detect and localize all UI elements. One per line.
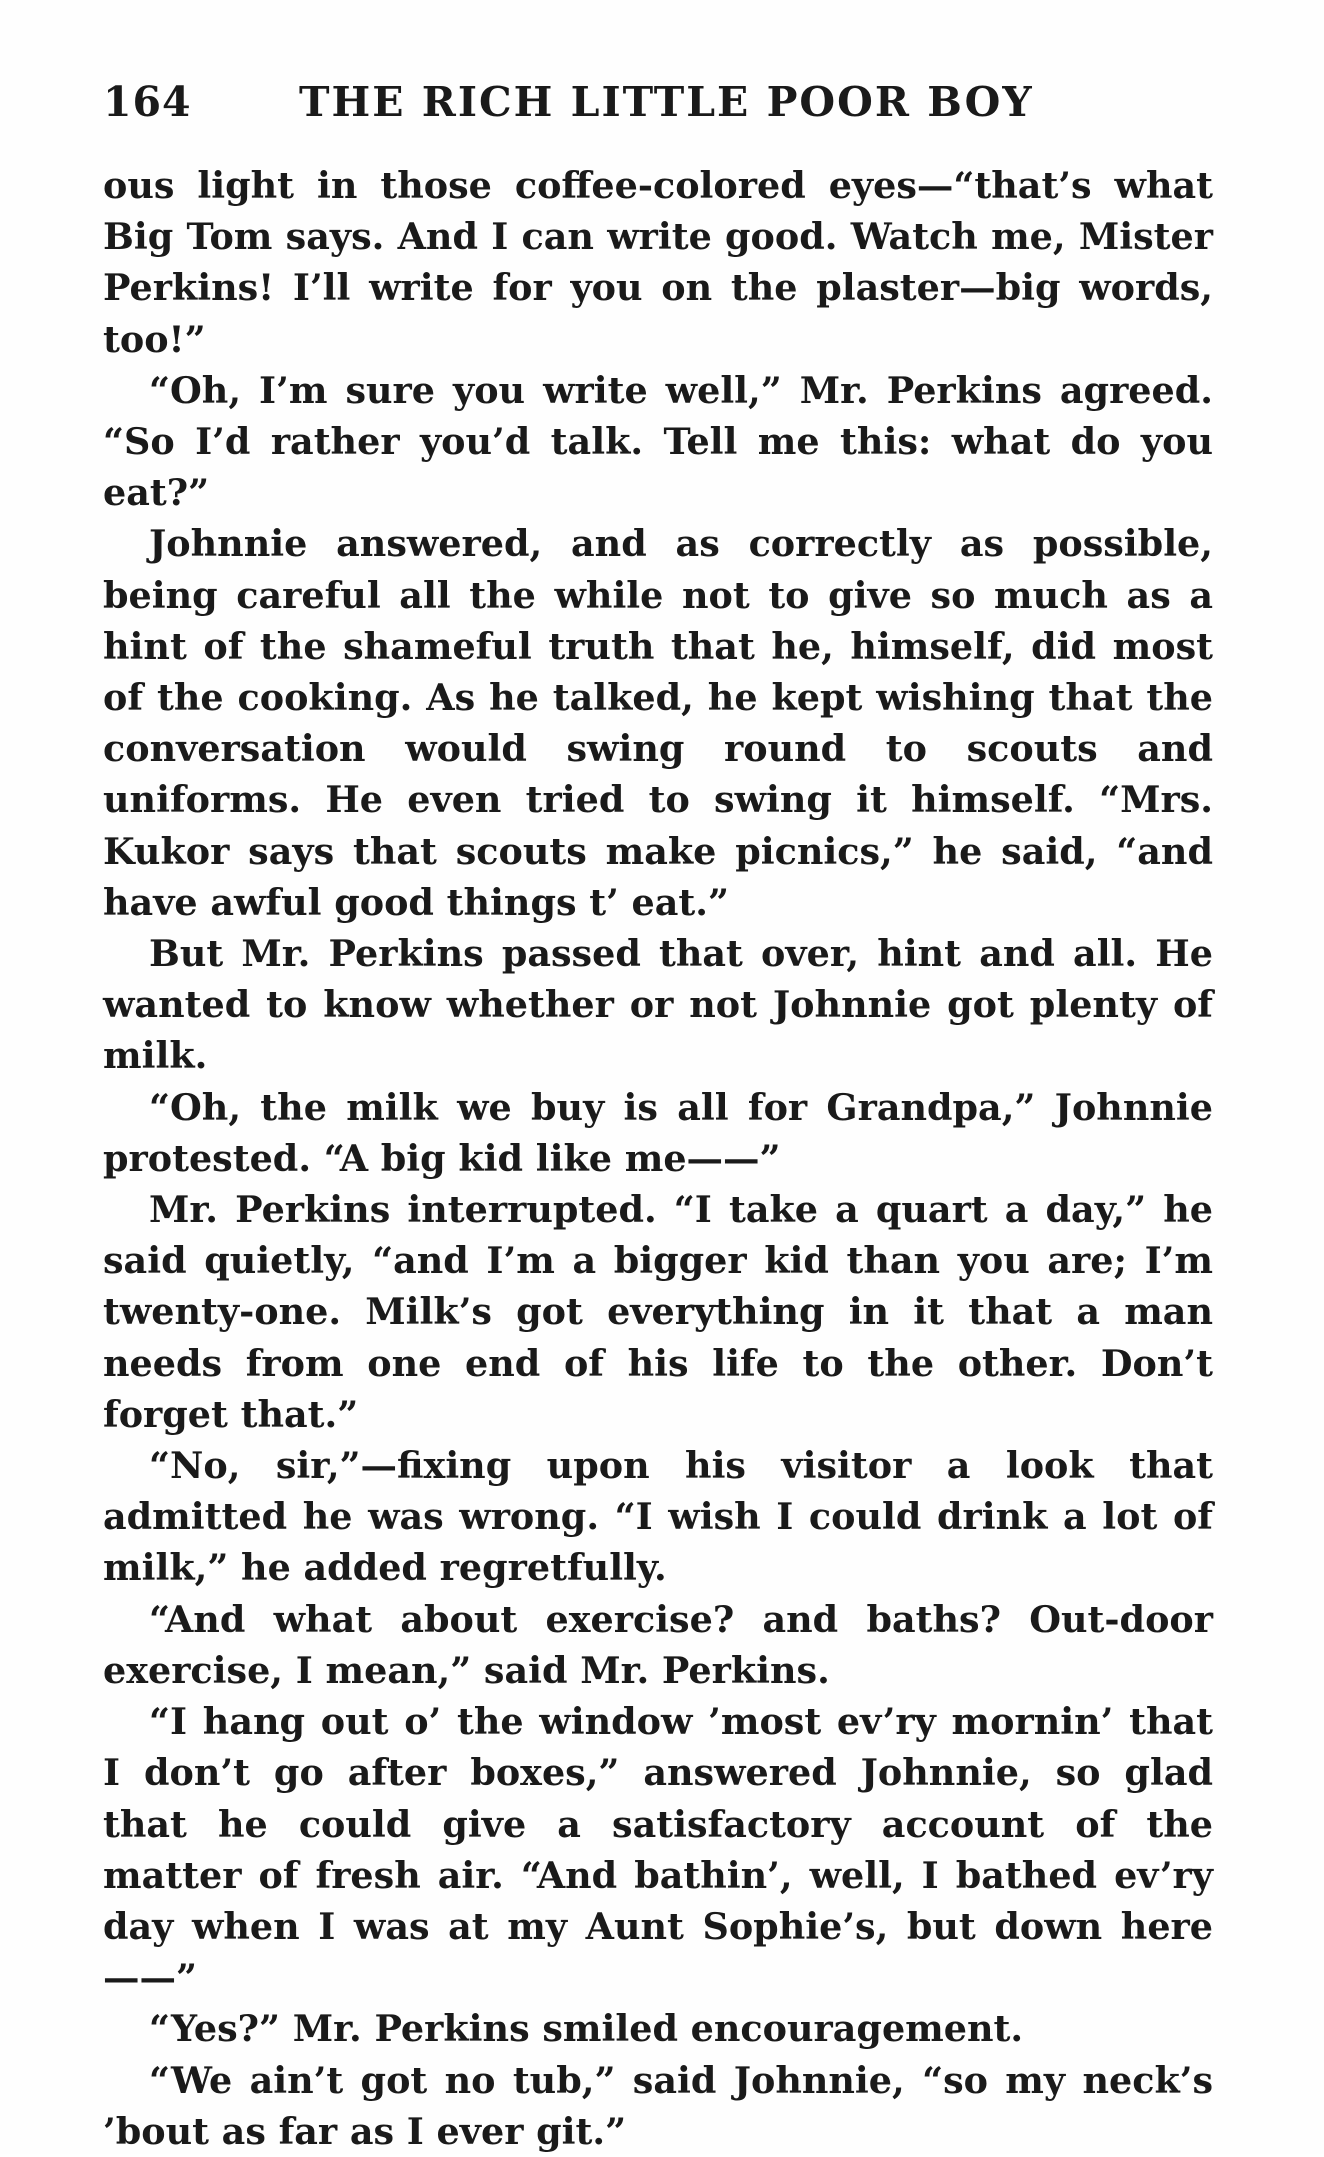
page-number: 164 — [103, 78, 192, 126]
paragraph: “We ain’t got no tub,” said Johnnie, “so my neck’s ’bout as far as I ever git.” — [103, 2058, 1213, 2153]
paragraph: But Mr. Perkins passed that over, hint and all. He wanted to know whether or not Johnnie got plenty of milk. — [103, 932, 1213, 1078]
paragraph: Mr. Perkins interrupted. “I take a quart a day,” he said quietly, “and I’m a bigger kid than you are; I’m twenty-one. Milk’s got everything in it that a man needs from one end of his life to the other. Don’t forget that.” — [103, 1188, 1213, 1436]
paragraph: Johnnie answered, and as correctly as possible, being careful all the while not to give so much as a hint of the shameful truth that he, himself, did most of the cooking. As he talked, he kept wishing that the conversation would swing round to scouts and uniforms. He even tried to swing it himself. “Mrs. Kukor says that scouts make picnics,” he said, “and have awful good things t’ eat.” — [103, 522, 1213, 924]
running-title: THE RICH LITTLE POOR BOY — [299, 78, 1034, 126]
paragraph: “I hang out o’ the window ’most ev’ry mornin’ that I don’t go after boxes,” answered Johnnie, so glad that he could give a satisfactory account of the matter of fresh air. “And bathin’, well, I bathed ev’ry day when I was at my Aunt Sophie’s, but down here——” — [103, 1700, 1213, 2000]
page-header — [103, 78, 1213, 138]
body-text — [103, 160, 1213, 2157]
paragraph: “Oh, the milk we buy is all for Grandpa,” Johnnie protested. “A big kid like me——” — [103, 1085, 1213, 1180]
paragraph: “No, sir,”—fixing upon his visitor a look that admitted he was wrong. “I wish I could drink a lot of milk,” he added regretfully. — [103, 1444, 1213, 1590]
paragraph: “Yes?” Mr. Perkins smiled encouragement. — [149, 2007, 1024, 2051]
paragraph: “And what about exercise? and baths? Out-door exercise, I mean,” said Mr. Perkins. — [103, 1597, 1213, 1692]
paragraph: ous light in those coffee-colored eyes—“that’s what Big Tom says. And I can write good. Watch me, Mister Perkins! I’ll write for you on the plaster—big words, too!” — [103, 164, 1213, 361]
paragraph: “Oh, I’m sure you write well,” Mr. Perkins agreed. “So I’d rather you’d talk. Tell me this: what do you eat?” — [103, 368, 1213, 515]
